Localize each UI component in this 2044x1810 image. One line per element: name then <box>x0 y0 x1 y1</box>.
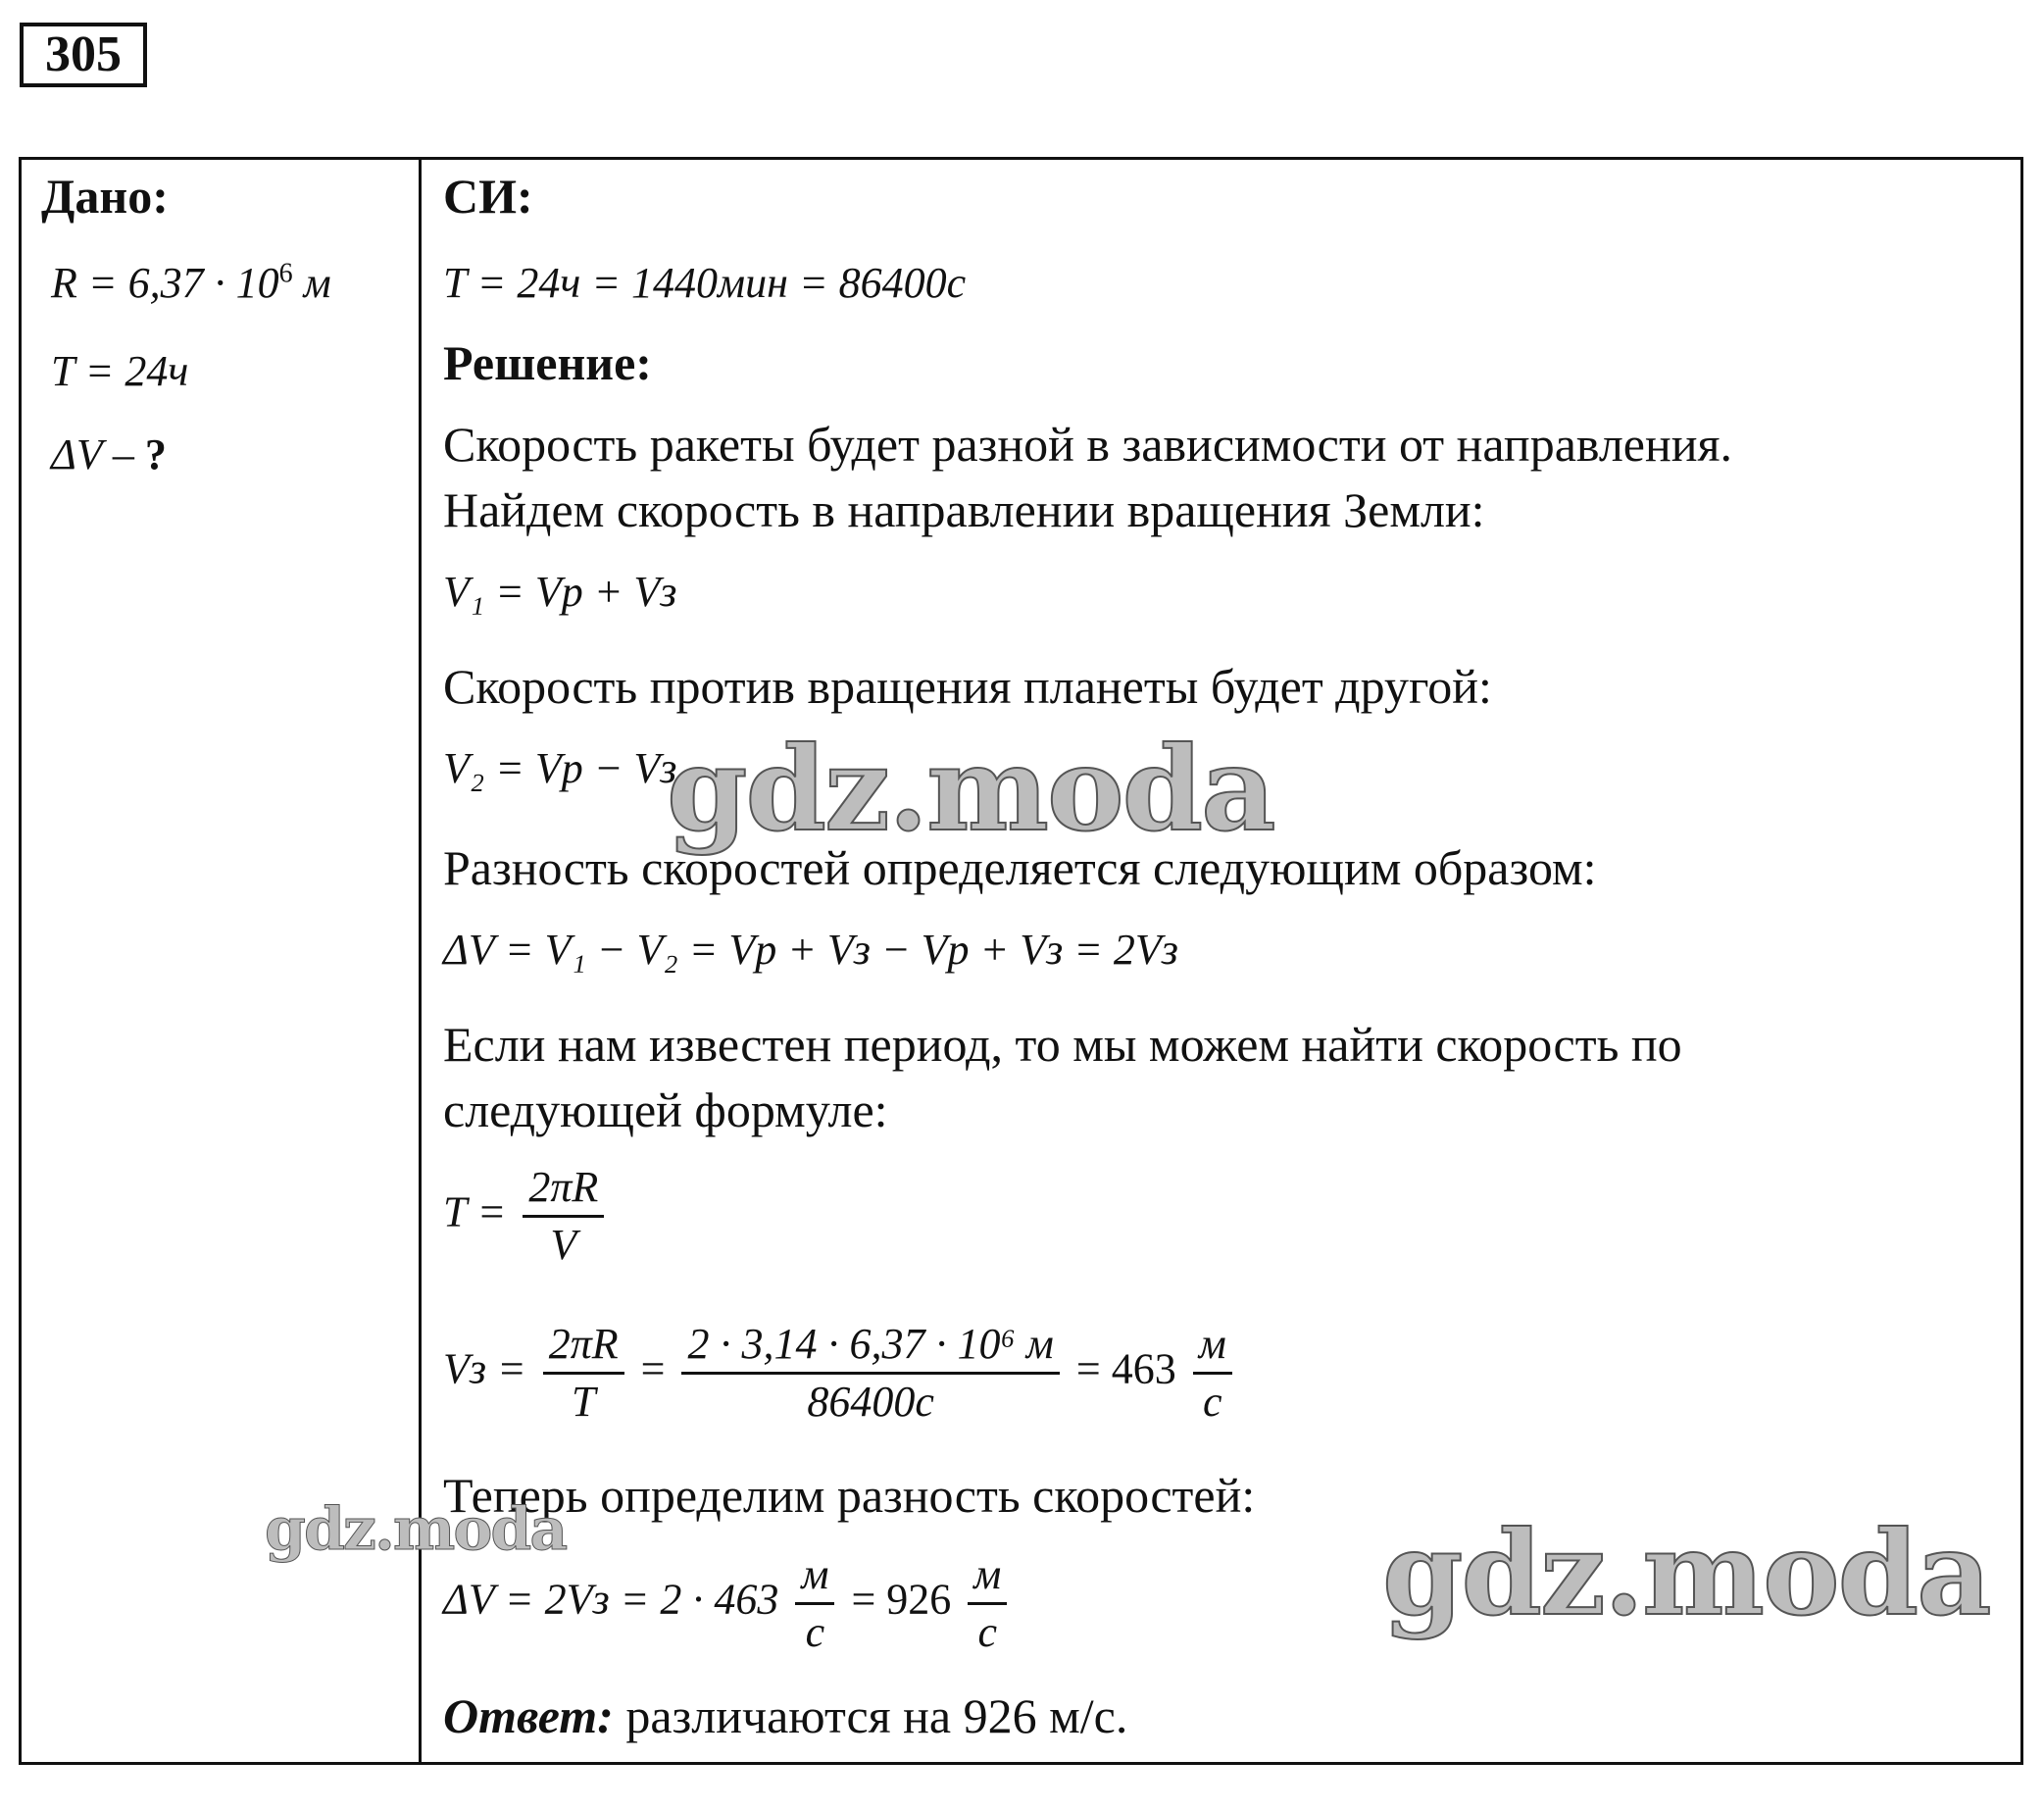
given-radius: $R = 6,37 \cdot 10^6$ м <box>51 258 331 307</box>
equation-delta-v: ΔV = V₁ − V₂ = Vр + Vз − Vр + Vз = 2Vз <box>443 926 1178 974</box>
equation-v1: V₁ = Vр + Vз <box>443 568 677 616</box>
equation-final: ΔV = 2Vз = 2 · 463 $\frac{м}{с}$ = 926 $\frac{м}{с}$ <box>443 1547 1013 1660</box>
given-heading: Дано: <box>41 169 169 224</box>
problem-number: 305 <box>20 23 147 87</box>
si-conversion: T = 24ч = 1440мин = 86400с <box>443 259 967 307</box>
given-period: T = 24ч <box>51 347 189 395</box>
given-unknown: ΔV – ? <box>51 430 167 478</box>
watermark-center: gdz.moda <box>667 721 1274 857</box>
solution-table <box>19 157 2023 1765</box>
para-1-line-1: Скорость ракеты будет разной в зависимости от направления. <box>443 417 1732 472</box>
watermark-right: gdz.moda <box>1382 1505 1990 1641</box>
column-divider <box>419 160 422 1762</box>
solution-heading: Решение: <box>443 335 652 390</box>
para-1-line-2: Найдем скорость в направлении вращения Земли: <box>443 482 1485 537</box>
para-5: Теперь определим разность скоростей: <box>443 1468 1256 1523</box>
watermark-left: gdz.moda <box>265 1495 567 1564</box>
equation-earth-speed: Vз = $\frac{2\pi R}{T}$ = $\frac{\text{2 · 3,14 · 6,37 · 10⁶ м}}{86400с}$ = 463 $\frac{м}{с}$ <box>443 1317 1238 1430</box>
equation-period: T = $\frac{2\pi R}{V}$ <box>443 1160 610 1273</box>
para-4-line-2: следующей формуле: <box>443 1082 888 1137</box>
para-4-line-1: Если нам известен период, то мы можем найти скорость по <box>443 1017 1682 1072</box>
para-3: Разность скоростей определяется следующим образом: <box>443 840 1597 895</box>
answer: Ответ: различаются на 926 м/с. <box>443 1688 1128 1743</box>
para-2: Скорость против вращения планеты будет другой: <box>443 659 1492 714</box>
si-heading: СИ: <box>443 169 533 224</box>
equation-v2: V₂ = Vр − Vз <box>443 744 677 792</box>
